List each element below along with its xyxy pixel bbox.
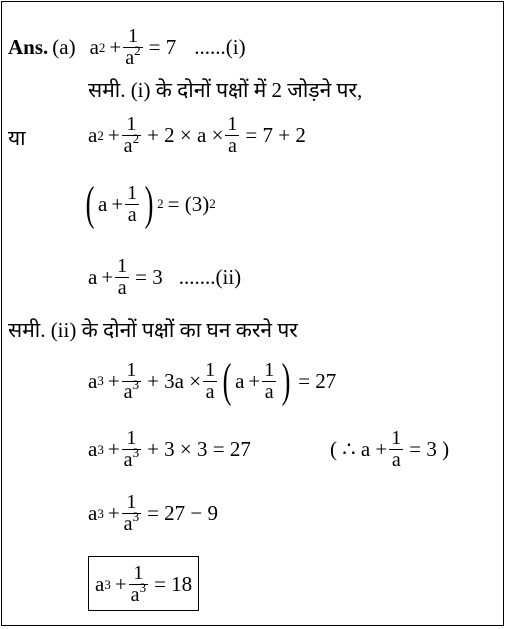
equation-line-9: a 3 + $\frac{1}{a^3}$ = 27 − 9 (88, 491, 218, 535)
ya-label: या (8, 126, 26, 150)
denominator: $a^2$ (125, 43, 141, 69)
hindi-line-1: समी. (i) के दोनों पक्षों में 2 जोड़ने पर, (88, 78, 363, 102)
since-note: ( ∴ a + $\frac{1}{a}$ = 3 ) (330, 427, 450, 471)
answer-label: Ans. (8, 35, 49, 59)
fraction: $\frac{1}{a^2}$ (123, 113, 140, 157)
answer-line-1: Ans. (a) a 2 + $\frac{1}{a^2}$ = 7 ......(i) (8, 25, 246, 69)
rhs: = 7 (148, 35, 177, 59)
equation-tag: ......(i) (194, 35, 246, 59)
equation-line-7: a 3 + $\frac{1}{a^3}$ + 3a × $\frac{1}{a}$ ( a + $\frac{1}{a}$ ) = 27 (88, 354, 337, 407)
fraction: $\frac{1}{a}$ (117, 255, 128, 299)
equation-line-8: a 3 + $\frac{1}{a^3}$ + 3 × 3 = 27 (88, 427, 251, 471)
equation-line-5: a + $\frac{1}{a}$ = 3 .......(ii) (88, 255, 242, 299)
equation-tag: .......(ii) (178, 265, 242, 289)
fraction: $\frac{1}{a}$ (227, 113, 238, 157)
fraction (123, 26, 142, 69)
equation-line-3: a 2 + $\frac{1}{a^2}$ + 2 × a × $\frac{1}{a}$ = 7 + 2 (88, 113, 306, 157)
option-label: (a) (52, 35, 76, 59)
final-answer-box: a 3 + $\frac{1}{a^3}$ = 18 (88, 556, 199, 611)
equation-line-4: ( a + $\frac{1}{a}$ ) 2 = (3) 2 (85, 177, 216, 230)
term: a (89, 35, 99, 59)
operator: + (109, 35, 122, 59)
hindi-line-2: समी. (ii) के दोनों पक्षों का घन करने पर (8, 318, 298, 342)
fraction: $\frac{1}{a}$ (127, 181, 138, 226)
numerator: 1 (127, 25, 138, 47)
